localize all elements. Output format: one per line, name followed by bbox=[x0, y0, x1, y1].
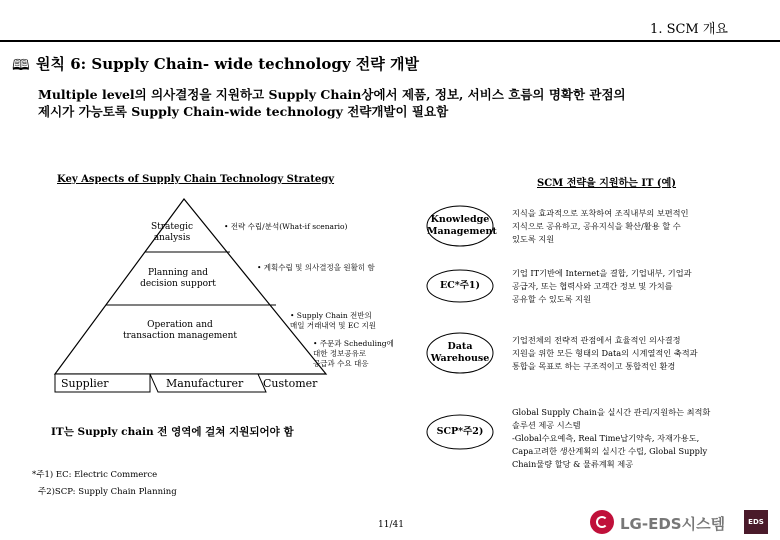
oval-label-scp: SCP*주2) bbox=[436, 426, 484, 437]
left-section-title: Key Aspects of Supply Chain Technology Strategy bbox=[57, 174, 335, 185]
eds-logo-box: EDS bbox=[744, 510, 768, 534]
desc-line: Chain물량 할당 & 물류계획 제공 bbox=[512, 459, 634, 469]
summary-line-2: 제시가 가능토록 Supply Chain-wide technology 전략개발이 필요함 bbox=[38, 104, 449, 119]
level-strategic-analysis: Strategic analysis bbox=[150, 222, 194, 243]
desc-data-warehouse bbox=[512, 334, 698, 373]
oval-label-knowledge-management: Knowledge Management bbox=[427, 214, 497, 237]
desc-line: Global Supply Chain을 실시간 관리/지원하는 최적화 bbox=[512, 407, 711, 417]
level-planning-decision: Planning and decision support bbox=[140, 268, 216, 289]
book-icon: 🕮 bbox=[12, 56, 30, 74]
desc-line: 있도록 지원 bbox=[512, 234, 555, 244]
note-operation-1: • Supply Chain 전반의 bbox=[290, 311, 372, 320]
desc-line: 솔루션 제공 시스템 bbox=[512, 420, 581, 430]
oval-label-ec: EC*주1) bbox=[439, 280, 481, 291]
footnote-ec: *주1) EC: Electric Commerce bbox=[32, 470, 158, 480]
lg-logo-icon bbox=[590, 510, 614, 534]
base-supplier: Supplier bbox=[61, 377, 109, 390]
desc-line: 통합을 목표로 하는 구조적이고 통합적인 환경 bbox=[512, 361, 676, 371]
logo-text: LG-EDS시스템 bbox=[620, 515, 726, 533]
desc-line: Capa고려한 생산계획의 실시간 수립, Global Supply bbox=[512, 446, 708, 456]
note-order-2: 대한 정보공유로 bbox=[313, 349, 367, 358]
it-statement: IT는 Supply chain 전 영역에 걸쳐 지원되어야 함 bbox=[51, 426, 294, 438]
section-title: 1. SCM 개요 bbox=[650, 22, 728, 37]
desc-scp bbox=[512, 406, 710, 471]
desc-line: 공유할 수 있도록 지원 bbox=[512, 294, 591, 304]
desc-knowledge-management bbox=[512, 207, 689, 246]
right-section-title: SCM 전략을 지원하는 IT (예) bbox=[537, 178, 677, 189]
company-logo bbox=[590, 510, 768, 536]
base-customer: Customer bbox=[263, 377, 318, 390]
note-order-3: 공급과 수요 대응 bbox=[313, 359, 369, 368]
desc-line: 기업 IT기반에 Internet을 결합, 기업내부, 기업과 bbox=[512, 268, 692, 278]
desc-line: 공급자, 또는 협력사와 고객간 정보 및 가치를 bbox=[512, 281, 673, 291]
desc-line: 지식으로 공유하고, 공유지식을 확산/활용 할 수 bbox=[512, 221, 681, 231]
oval-label-data-warehouse: Data Warehouse bbox=[430, 341, 490, 364]
note-operation-2: 매일 거래내역 및 EC 지원 bbox=[290, 321, 376, 330]
desc-line: 지원을 위한 모든 형태의 Data의 시계열적인 축적과 bbox=[512, 348, 698, 358]
principle-title: 원칙 6: Supply Chain- wide technology 전략 개발 bbox=[36, 55, 419, 73]
note-order-1: • 주문과 Scheduling에 bbox=[313, 339, 394, 348]
level-operation-transaction: Operation and transaction management bbox=[122, 320, 238, 341]
desc-ec bbox=[512, 267, 692, 306]
note-planning: • 계획수립 및 의사결정을 원활히 함 bbox=[257, 263, 375, 272]
footnote-scp: 주2)SCP: Supply Chain Planning bbox=[38, 487, 177, 497]
desc-line: 지식을 효과적으로 포착하여 조직내부의 보편적인 bbox=[512, 208, 689, 218]
page-number: 11/41 bbox=[378, 520, 404, 530]
summary-line-1: Multiple level의 의사결정을 지원하고 Supply Chain상에서 제품, 정보, 서비스 흐름의 명확한 관점의 bbox=[38, 87, 626, 102]
note-strategic: • 전략 수립/분석(What-if scenario) bbox=[224, 222, 348, 231]
desc-line: -Global수요예측, Real Time납기약속, 자재가용도, bbox=[512, 433, 700, 443]
base-manufacturer: Manufacturer bbox=[166, 377, 244, 390]
desc-line: 기업전체의 전략적 관점에서 효율적인 의사결정 bbox=[512, 335, 681, 345]
